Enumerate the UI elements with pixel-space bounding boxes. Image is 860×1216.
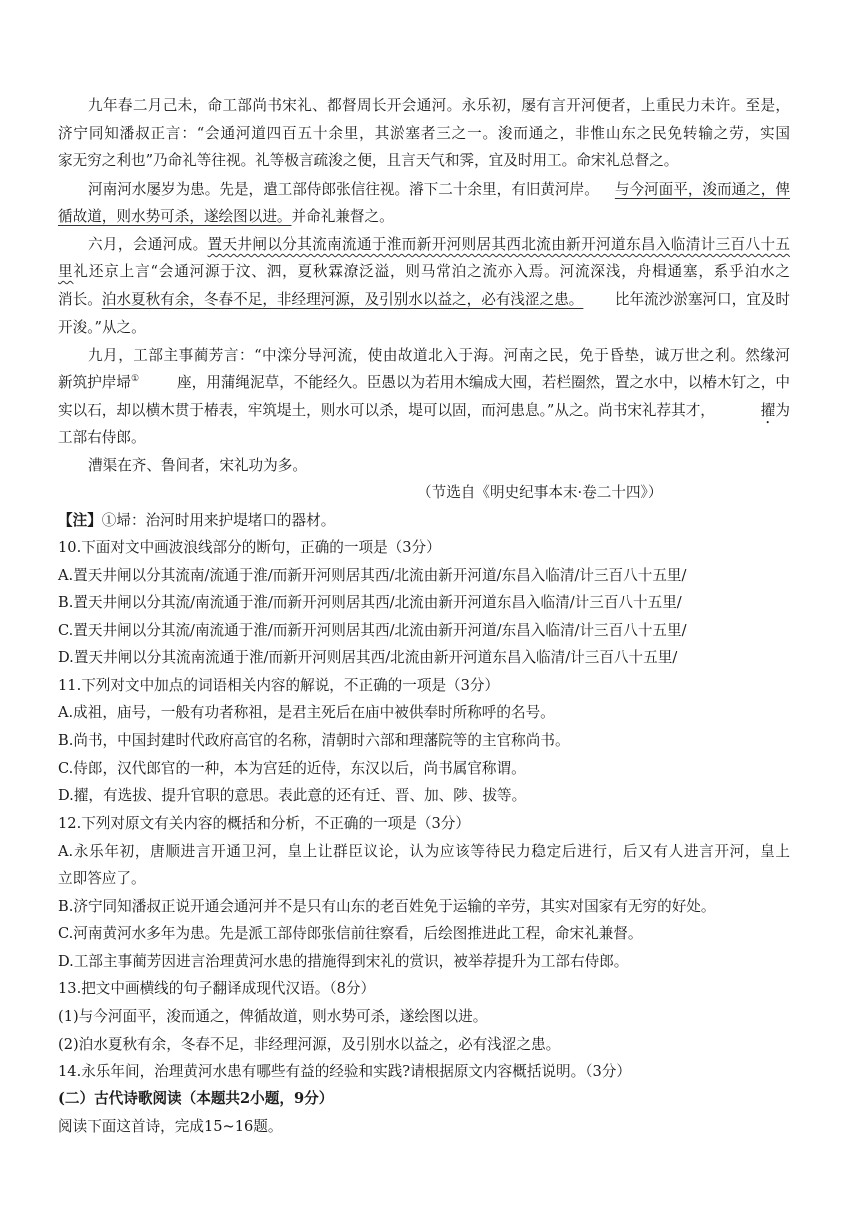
passage-p2-text-a: 河南河水屡岁为患。先是，遣工部侍郎张信往视。濬下二十余里，有旧黄河岸。 [88,181,599,198]
question-11-option-b: B.尚书，中国封建时代政府高官的名称，清朝时六部和理藩院等的主官称尚书。 [58,732,570,749]
passage-p1-line2: 济宁同知潘叔正言：“会通河道四百五十余里，其淤塞者三之一。浚而通之，非惟山东之民免转输之劳，实国 [58,125,790,142]
question-12-option-a-line1: A.永乐年初，唐顺进言开通卫河，皇上让群臣议论，认为应该等待民力稳定后进行，后又有人进言开河，皇上 [58,843,790,860]
question-10-stem: 10.下面对文中画波浪线部分的断句，正确的一项是（3分） [58,539,441,556]
question-10-option-d: D.置天井闸以分其流南流通于淮/而新开河则居其西/北流由新开河道东昌入临清/计三百八十五里/ [58,649,678,666]
question-12-stem: 12.下列对原文有关内容的概括和分析，不正确的一项是（3分） [58,815,470,832]
passage-p2-text-b: 并命礼兼督之。 [291,208,394,225]
question-11-option-a: A.成祖，庙号，一般有功者称祖，是君主死后在庙中被供奉时所称呼的名号。 [58,704,555,721]
passage-p4-text-a: 新筑护岸埽 [58,374,131,391]
passage-p2-line1 [88,180,790,200]
question-13-stem: 13.把文中画横线的句子翻译成现代汉语。（8分） [58,980,376,997]
note-text: ①埽：治河时用来护堤堵口的器材。 [101,512,336,529]
underlined-sentence-2: 泊水夏秋有余，冬春不足，非经理河源，及引别水以益之，必有浅涩之患。 [101,291,584,308]
passage-p2-line2 [58,207,394,227]
question-10-option-c: C.置天井闸以分其流/南流通于淮/而新开河则居其西/北流由新开河道/东昌入临清/计三百八十五里/ [58,622,687,639]
question-12-option-a-line2: 立即答应了。 [58,870,146,887]
question-10-option-a: A.置天井闸以分其流南/流通于淮/而新开河则居其西/北流由新开河道/东昌入临清/计三百八十五里/ [58,567,687,584]
question-11-stem: 11.下列对文中加点的词语相关内容的解说，不正确的一项是（3分） [58,677,500,694]
passage-p1-line1: 九年春二月己未，命工部尚书宋礼、都督周长开会通河。永乐初，屡有言开河便者，上重民力未许。至是， [88,97,790,114]
wavy-underlined-passage-end: 里 [58,263,74,280]
passage-p3-line2 [58,262,790,282]
question-14-stem: 14.永乐年间，治理黄河水患有哪些有益的经验和实践?请根据原文内容概括说明。（3分） [58,1063,631,1080]
passage-p3-line4: 开浚。”从之。 [58,319,146,336]
question-11-option-c: C.侍郎，汉代郎官的一种，本为宫廷的近侍，东汉以后，尚书属官称谓。 [58,760,526,777]
passage-p3-text-c: 消长。 [58,291,102,308]
passage-p4-line3 [58,401,790,427]
passage-p4-line1: 九月，工部主事蔺芳言：“中滦分导河流，使由故道北入于海。河南之民，免于昏垫，诚万世之利。然缘河 [88,347,790,364]
question-12-option-d: D.工部主事蔺芳因进言治理黄河水患的措施得到宋礼的赏识，被举荐提升为工部右侍郎。 [58,953,629,970]
passage-p4-line4: 工部右侍郎。 [58,429,146,446]
question-10-option-b: B.置天井闸以分其流/南流通于淮/而新开河则居其西/北流由新开河道东昌入临清/计三百八十五里/ [58,594,682,611]
passage-p4-line2 [58,373,790,393]
passage-p1-line3: 家无穷之利也”乃命礼等往视。礼等极言疏浚之便，且言天气和霁，宜及时用工。命宋礼总督之。 [58,152,679,169]
wavy-underlined-passage: 置天井闸以分其流南流通于淮而新开河则居其西北流由新开河道东昌入临清计三百八十五 [207,236,790,253]
note-label: 【注】 [58,512,102,529]
passage-p3-line3 [58,290,790,310]
passage-p3-text-d: 比年流沙淤塞河口，宜及时 [614,291,790,308]
footnote-marker: ① [130,374,140,385]
question-13-sentence-1: (1)与今河面平，浚而通之，俾循故道，则水势可杀，遂绘图以进。 [58,1008,488,1025]
passage-p3-line1 [88,235,790,255]
passage-p4-text-b: 座，用蒲绳泥草，不能经久。臣愚以为若用木编成大囤，若栏圈然，置之水中，以椿木钉之，中 [177,374,790,391]
passage-p3-text-b: 礼还京上言“会通河源于汶、泗，夏秋霖潦泛溢，则马常泊之流亦入焉。河流深浅，舟楫通塞，系乎泊水之 [73,263,790,280]
question-12-option-c: C.河南黄河水多年为患。先是派工部侍郎张信前往察看，后绘图推进此工程，命宋礼兼督。 [58,925,643,942]
underlined-sentence-1-part-b: 循故道，则水势可杀，遂绘图以进。 [58,208,292,225]
passage-p4-text-c: 实以石，却以横木贯于椿表，牢筑堤土，则水可以杀，堤可以固，而河患息。”从之。尚书宋礼荐其才， [58,402,715,419]
question-12-option-b: B.济宁同知潘叔正说开通会通河并不是只有山东的老百姓免于运输的辛劳，其实对国家有无穷的好处。 [58,898,716,915]
question-11-option-d: D.擢，有选拔、提升官职的意思。表此意的还有迁、晋、加、陟、拔等。 [58,787,527,804]
footnote [58,511,335,531]
section-2-instruction: 阅读下面这首诗，完成15~16题。 [58,1118,283,1135]
passage-p5: 漕渠在齐、鲁间者，宋礼功为多。 [88,457,307,474]
passage-p4-text-d: 为 [775,402,790,419]
passage-p3-text-a: 六月，会通河成。 [88,236,208,253]
passage-source: （节选自《明史纪事本末·卷二十四》） [417,484,663,501]
dotted-word-zhuo: 擢 [760,402,776,419]
section-2-heading: (二）古代诗歌阅读（本题共2小题，9分） [58,1090,334,1107]
underlined-sentence-1-part-a: 与今河面平，浚而通之，俾 [614,181,790,198]
question-13-sentence-2: (2)泊水夏秋有余，冬春不足，非经理河源，及引别水以益之，必有浅涩之患。 [58,1036,561,1053]
